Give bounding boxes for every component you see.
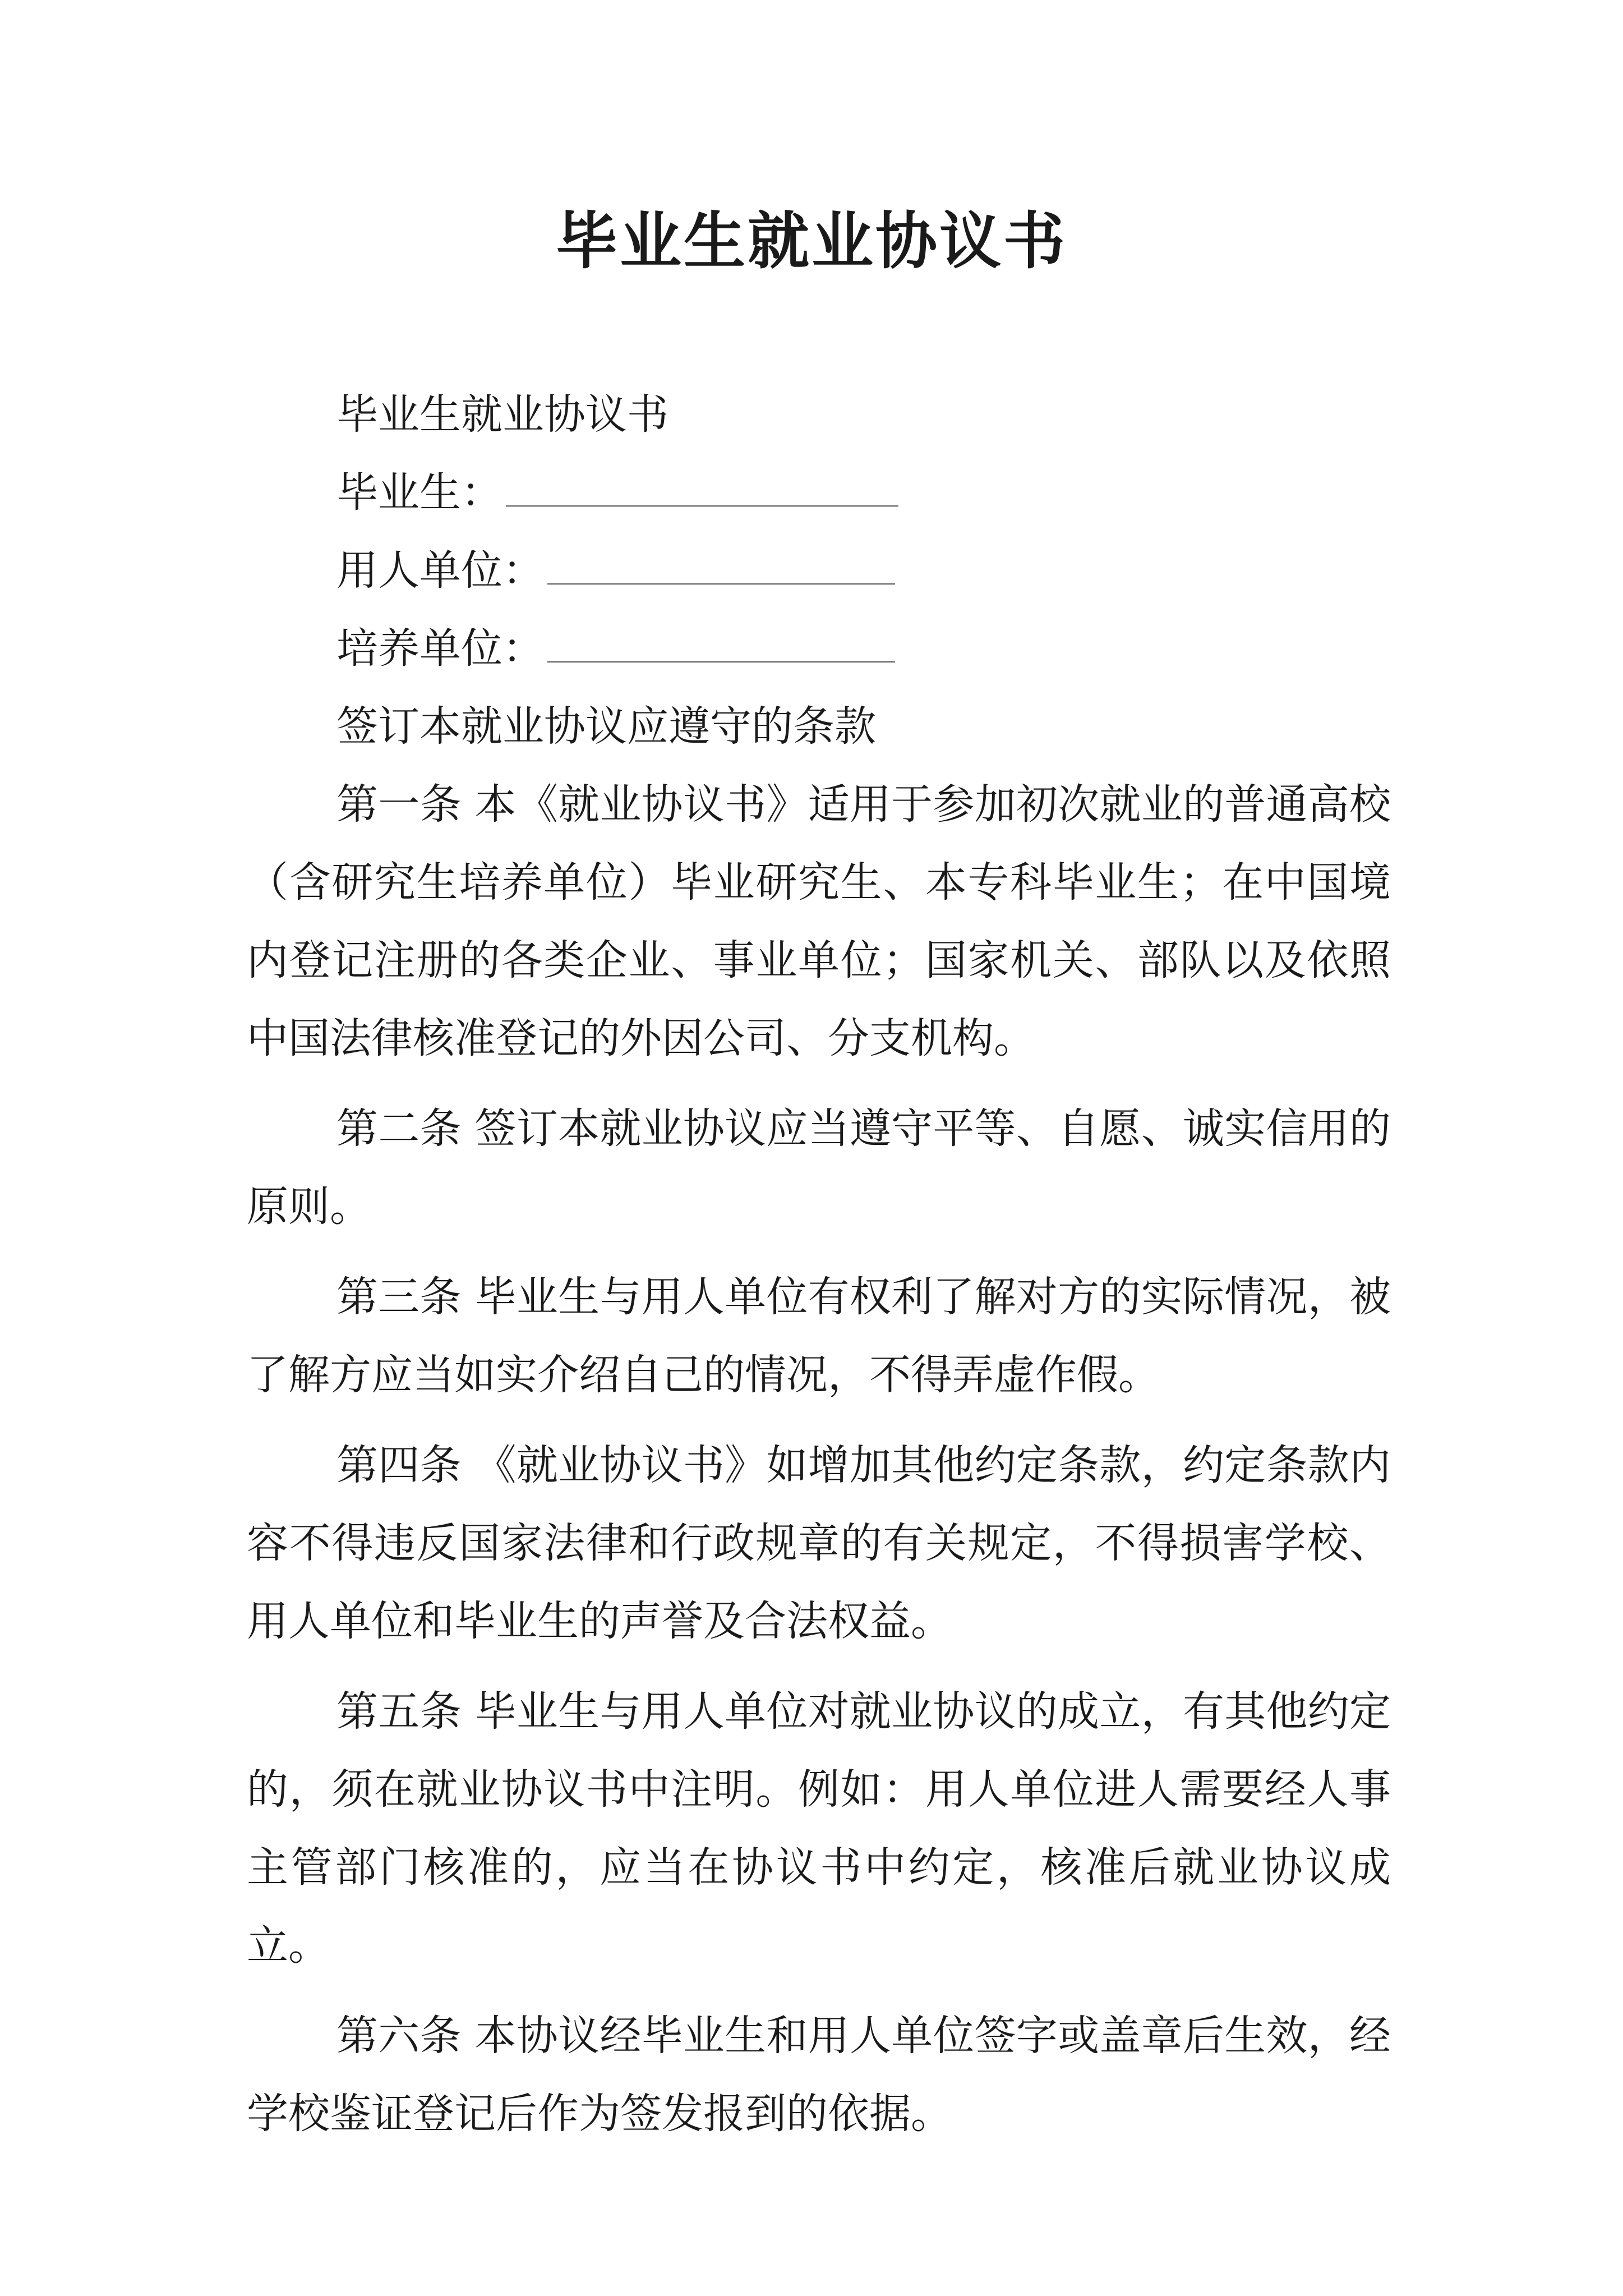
article-1: 第一条 本《就业协议书》适用于参加初次就业的普通高校（含研究生培养单位）毕业研究生、本专科毕业生；在中国境内登记注册的各类企业、事业单位；国家机关、部队以及依照中国法律核准登记的外因公司、分支机构。: [247, 780, 1391, 1062]
paragraph-spacer: [247, 1660, 1391, 1673]
graduate-blank-line[interactable]: [506, 472, 898, 507]
document-title: 毕业生就业协议书: [556, 205, 1067, 277]
terms-heading: 签订本就业协议应遵守的条款: [336, 702, 876, 751]
article-6: 第六条 本协议经毕业生和用人单位签字或盖章后生效，经学校鉴证登记后作为签发报到的依据。: [247, 2012, 1391, 2138]
article-2: 第二条 签订本就业协议应当遵守平等、自愿、诚实信用的原则。: [247, 1105, 1391, 1231]
school-field-label: 培养单位：: [336, 624, 544, 673]
document-body: [247, 376, 1391, 2153]
school-field-row: [247, 610, 1391, 688]
document-subtitle: 毕业生就业协议书: [336, 390, 668, 439]
paragraph-spacer: [247, 1985, 1391, 1997]
school-blank-line[interactable]: [547, 628, 895, 662]
paragraph-spacer: [247, 1414, 1391, 1427]
employer-field-label: 用人单位：: [336, 546, 544, 595]
article-3: 第三条 毕业生与用人单位有权利了解对方的实际情况，被了解方应当如实介绍自己的情况，不得弄虚作假。: [247, 1273, 1391, 1399]
graduate-field-label: 毕业生：: [336, 468, 502, 517]
article-5: 第五条 毕业生与用人单位对就业协议的成立，有其他约定的，须在就业协议书中注明。例如：用人单位进人需要经人事主管部门核准的，应当在协议书中约定，核准后就业协议成立。: [247, 1687, 1391, 1970]
paragraph-spacer: [247, 1078, 1391, 1090]
employer-blank-line[interactable]: [547, 550, 895, 585]
employer-field-row: [247, 532, 1391, 610]
graduate-field-row: [247, 454, 1391, 532]
paragraph-spacer: [247, 1246, 1391, 1258]
article-4: 第四条 《就业协议书》如增加其他约定条款，约定条款内容不得违反国家法律和行政规章的有关规定，不得损害学校、用人单位和毕业生的声誉及合法权益。: [247, 1441, 1391, 1645]
